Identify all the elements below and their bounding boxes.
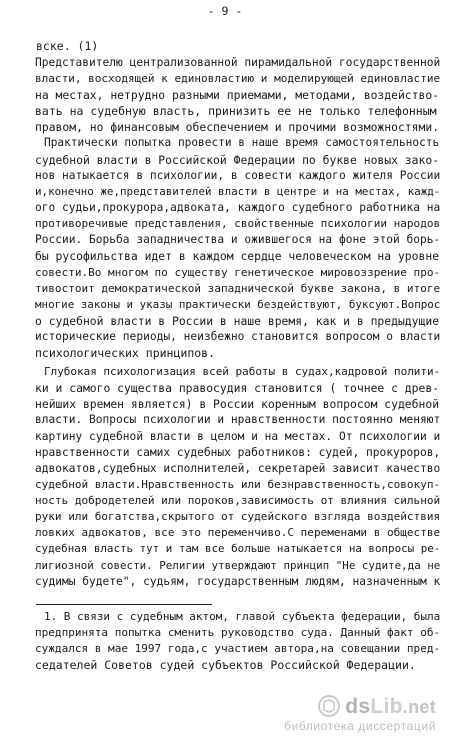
body-line: о судебной власти в России в наше время, как и в предыдущие	[35, 314, 440, 328]
body-line: адвокатов,судебных исполнителей, секретарей зависит качество	[35, 462, 441, 475]
footnote-line: суждался в мае 1997 года,с участием автора,на совещании пред-	[35, 642, 441, 655]
footnote-line: предпринята попытка сменить руководство суда. Данный факт об-	[35, 626, 441, 639]
body-line: власти, восходящей к единовластию и моделирующей единовластие	[35, 72, 441, 85]
dslib-logo-icon	[317, 694, 341, 718]
body-line: противоречивые представления, свойственные психологии народов	[35, 217, 441, 230]
body-line: судимы будете", судьям, государственным людям, назначенным к	[35, 575, 441, 588]
body-line: ого судьи,прокурора,адвоката, каждого судебного работника на	[35, 201, 441, 214]
body-line: руки или богатства,скрытого от судейского взгляда воздействия	[35, 510, 441, 523]
body-line: Глубокая психологизация всей работы в судах,кадровой полити-	[44, 365, 441, 378]
body-line: картину судебной власти в целом и на местах. От психологии и	[35, 430, 441, 443]
body-line: бы русофильства идет в каждом сердце человеческом на уровне	[35, 249, 440, 263]
body-line: вать на судебную власть, принизить ее не только телефонным	[35, 104, 437, 118]
footnote-line: 1. В связи с судебным актом, главой субъекта федерации, была	[44, 610, 441, 623]
body-line: лигиозной совести. Религии утверждают принцип "Не судите,да не	[35, 559, 441, 572]
body-line: власти. Вопросы психологии и нравственности постоянно меняют	[35, 413, 441, 426]
body-line: ность добродетелей или пороков,зависимость от влияния сильной	[35, 494, 441, 507]
body-line: многие законы и указы практически бездействуют, буксуют.Вопрос	[35, 298, 441, 311]
body-line: вске. (1)	[36, 39, 99, 53]
body-line: ки и самого существа правосудия становится ( точнее с древ-	[35, 381, 440, 395]
body-line: России. Борьба западничества и ожившегося на фоне этой борь-	[35, 233, 441, 246]
body-line: нравственности самих судебных работников: судей, прокуроров,	[35, 446, 441, 459]
body-line: тивостоит демократической западнической букве закона, в итоге	[35, 282, 441, 295]
body-line: судебной власти в Российской Федерации по букве новых зако-	[35, 153, 440, 167]
body-line: на местах, нетрудно разными приемами, методами, воздейство-	[35, 88, 440, 102]
body-line: нов натыкается в психологии, в совести каждого жителя России	[35, 169, 441, 182]
body-line: и,конечно же,представителей власти в центре и на местах, кажд-	[35, 185, 441, 198]
dslib-watermark	[284, 694, 436, 733]
body-line: совести.Во многом по существу генетическое мировоззрение про-	[35, 266, 441, 279]
watermark-subtitle: библиотека диссертаций	[284, 719, 436, 733]
body-line: Представителю централизованной пирамидальной государственной	[35, 56, 441, 69]
body-line: нейших времен является) в России коренным вопросом судебной	[35, 397, 440, 411]
body-line: правом, но финансовым обеспечением и прочими возможностями.	[35, 120, 440, 134]
body-line: судебной власти.Нравственность или безнравственность,совокуп-	[35, 478, 441, 491]
body-line: судебная власть тут и там все больше натыкается на вопросы ре-	[35, 542, 441, 555]
body-line: ловких адвокатов, все это переменчиво.С переменами в обществе	[35, 526, 441, 539]
body-line: психологических принципов.	[35, 346, 216, 360]
footnote-line: седателей Советов судей субъектов Российской Федерации.	[35, 658, 416, 672]
footnote-separator	[36, 604, 212, 605]
watermark-logo: dsLib.net	[345, 695, 436, 718]
page-number: - 9 -	[207, 4, 243, 18]
body-line: исторические периоды, неизбежно становится вопросом о власти	[35, 330, 441, 343]
body-line: Практически попытка провести в наше время самостоятельность	[44, 136, 440, 149]
